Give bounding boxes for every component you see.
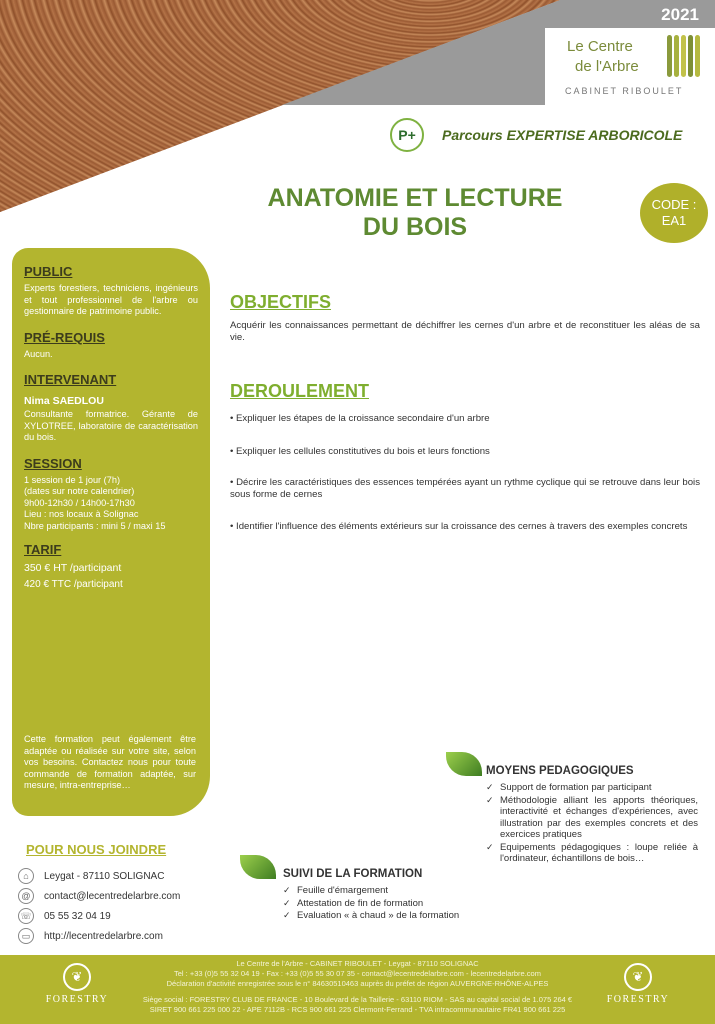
check-icon: ✓ <box>283 885 291 895</box>
forestry-logo-left: ❦ FORESTRY <box>42 963 112 1005</box>
info-sidebar <box>12 248 210 816</box>
check-icon: ✓ <box>486 782 494 792</box>
deroulement-heading: DEROULEMENT <box>230 381 369 401</box>
check-icon: ✓ <box>283 910 291 920</box>
tarif-ttc: 420 € TTC /participant <box>24 579 123 590</box>
leaf-icon <box>446 752 482 776</box>
leaf-icon <box>240 855 276 879</box>
page-footer <box>0 955 715 1024</box>
prereq-text: Aucun. <box>24 348 53 359</box>
contact-website[interactable]: ▭ http://lecentredelarbre.com <box>18 928 163 944</box>
forestry-logo-right: ❦ FORESTRY <box>603 963 673 1005</box>
tree-icon: ❦ <box>624 963 652 991</box>
list-item: ✓ Evaluation « à chaud » de la formation <box>283 910 460 921</box>
list-item: ✓ Equipements pédagogiques : loupe reliée à l'ordinateur, échantillons de bois… <box>486 841 698 864</box>
intervenant-text: Consultante formatrice. Gérante de XYLOTREE, laboratoire de caractérisation du bois. <box>24 409 198 442</box>
footer-line4: Siège social : FORESTRY CLUB DE FRANCE - 10 Boulevard de la Taillerie - 63110 RIOM - SAS au capital social de 1.075 264 € <box>142 995 573 1004</box>
suivi-list <box>283 885 463 923</box>
logo-line1: Le Centre <box>567 38 633 55</box>
footer-line5: SIRET 900 661 225 000 22 - APE 7112B - RCS 900 661 225 Clermont-Ferrand - TVA intracommunautaire FR41 900 661 225 <box>149 1005 566 1014</box>
intervenant-heading: INTERVENANT <box>24 372 117 387</box>
check-icon: ✓ <box>283 897 291 908</box>
public-text: Experts forestiers, techniciens, ingénieurs et tout professionnel de l'arbre ou gestionnaire de patrimoine public. <box>24 283 198 316</box>
tarif-ht: 350 € HT /participant <box>24 562 122 574</box>
page-title <box>220 184 610 242</box>
deroulement-item-2: • Expliquer les cellules constitutives du bois et leurs fonctions <box>230 446 490 457</box>
tarif-heading: TARIF <box>24 542 62 557</box>
deroulement-item-1: • Expliquer les étapes de la croissance secondaire d'un arbre <box>230 413 490 424</box>
tree-icon: ❦ <box>63 963 91 991</box>
suivi-heading: SUIVI DE LA FORMATION <box>283 868 423 880</box>
public-heading: PUBLIC <box>24 264 73 279</box>
intervenant-name: Nima SAEDLOU <box>24 395 104 407</box>
logo-subtitle: CABINET RIBOULET <box>565 86 684 96</box>
list-item: ✓ Support de formation par participant <box>486 782 652 793</box>
list-item: ✓ Feuille d'émargement <box>283 885 389 896</box>
email-icon: @ <box>18 888 34 904</box>
objectifs-text: Acquérir les connaissances permettant de déchiffrer les cernes d'un arbre et de reconstituer les aléas de sa vie. <box>230 320 700 343</box>
footer-line3: Déclaration d'activité enregistrée sous le n° 84630510463 auprès du préfet de région AUVERGNE-RHÔNE-ALPES <box>166 979 549 988</box>
computer-icon: ▭ <box>18 928 34 944</box>
session-line4: Lieu : nos locaux à Solignac <box>24 509 139 519</box>
deroulement-item-3: • Décrire les caractéristiques des essences tempérées ayant un rythme cyclique qui se retrouve dans leur bois sous forme de cernes <box>230 477 700 500</box>
session-line5: Nbre participants : mini 5 / maxi 15 <box>24 520 166 531</box>
title-line1: ANATOMIE ET LECTURE <box>267 184 563 212</box>
deroulement-item-4: • Identifier l'influence des éléments extérieurs sur la croissance des cernes à travers des exemples concrets <box>230 521 688 532</box>
list-item: ✓ Méthodologie alliant les apports théoriques, interactivité et échanges d'expériences, avec illustration par des exemples concrets et des exercices pratiques <box>486 794 698 840</box>
parcours-label: Parcours EXPERTISE ARBORICOLE <box>442 127 683 143</box>
objectifs-heading: OBJECTIFS <box>230 292 332 312</box>
parcours-banner <box>390 118 682 152</box>
logo-line2: de l'Arbre <box>575 58 639 75</box>
company-logo <box>545 28 715 106</box>
session-line3: 9h00-12h30 / 14h00-17h30 <box>24 497 135 508</box>
session-line1: 1 session de 1 jour (7h) <box>24 474 121 485</box>
code-line1: CODE : <box>651 197 697 212</box>
moyens-list <box>486 782 698 866</box>
year-label: 2021 <box>661 5 699 24</box>
moyens-heading: MOYENS PEDAGOGIQUES <box>486 765 634 777</box>
phone-icon: ☏ <box>18 908 34 924</box>
contact-address: ⌂ Leygat - 87110 SOLIGNAC <box>18 868 164 884</box>
code-badge <box>640 183 708 243</box>
title-line2: DU BOIS <box>362 213 468 241</box>
session-line2: (dates sur notre calendrier) <box>24 486 135 496</box>
parcours-plus-icon: P+ <box>390 118 424 152</box>
prereq-heading: PRÉ-REQUIS <box>24 329 105 345</box>
code-line2: EA1 <box>661 213 687 228</box>
list-item: ✓ Attestation de fin de formation <box>283 897 424 909</box>
sidebar-note: Cette formation peut également être adaptée ou réalisée sur votre site, selon vos besoins. Contactez nous pour toute commande de formation adaptée, sur mesure, intra-entreprise… <box>24 734 196 790</box>
check-icon: ✓ <box>486 841 494 852</box>
logo-bars-icon <box>667 35 702 82</box>
footer-line2: Tel : +33 (0)5 55 32 04 19 - Fax : +33 (0)5 55 30 07 35 - contact@lecentredelarbre.com - lecentredelarbre.com <box>174 969 541 978</box>
contact-email[interactable]: @ contact@lecentredelarbre.com <box>18 888 180 904</box>
contact-heading: POUR NOUS JOINDRE <box>26 842 167 857</box>
check-icon: ✓ <box>486 794 494 805</box>
session-heading: SESSION <box>24 455 82 471</box>
footer-line1: Le Centre de l'Arbre - CABINET RIBOULET - Leygat - 87110 SOLIGNAC <box>236 959 479 968</box>
location-icon: ⌂ <box>18 868 34 884</box>
contact-phone[interactable]: ☏ 05 55 32 04 19 <box>18 908 111 924</box>
